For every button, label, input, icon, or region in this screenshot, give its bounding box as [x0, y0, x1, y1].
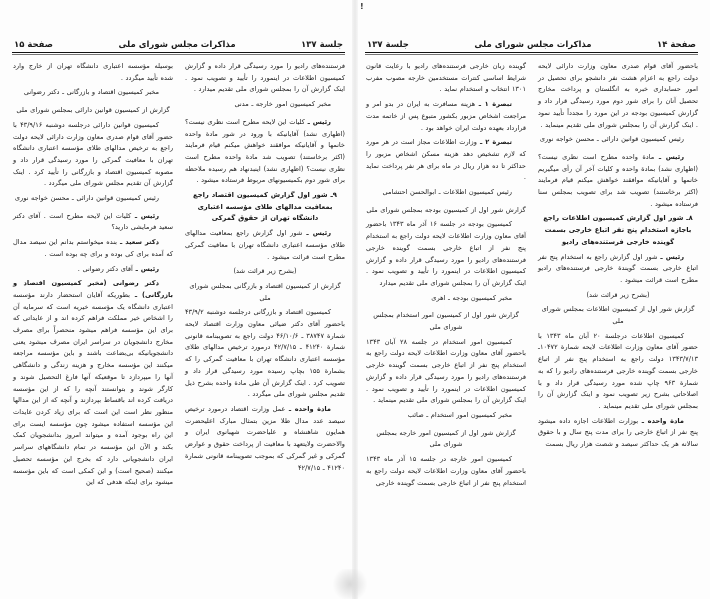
page-number: صفحة ۱۴ [657, 40, 696, 50]
column-left [13, 61, 173, 492]
page-right [355, 0, 710, 599]
report-paragraph: کمیسیون اطلاعات درجلسة ۲۰ آبان ماه ۱۳۴۳ با حضور آقای معاون وزارت اطلاعات لایحه شمارة ۱۰۴۷۲ـ ۱۳۴۳/۷/۱۳ دولت راجع به استخدام پنج نفر از اتباع خارجی بسمت گوینده خارجی فرستنده‌های رادیو را که به شمارة ۹۶۳ چاپ شده مورد رسیدگی قرار داد و با اصلاحاتی بشرح زیر تصویب نمود و اینک گزارش آن را بمجلس شورای ملی تقدیم مینماید . [538, 331, 698, 410]
paragraph-text: بوزارت اطلاعات اجازه داده میشود پنج نفر از اتباع خارجی را برای مدت پنج سال و با حقوق سالانه هر یک حداکثر سیصد و شصت هزار ریال بسمت [538, 416, 698, 449]
speech-paragraph [538, 252, 698, 287]
speaker-name: رئیس ـ [654, 152, 684, 161]
paragraph-text: وزارت اطلاعات مجاز است در هر مورد که لازم تشخیص دهد هزینه مسکن اشخاص مزبور را حداکثر تا ده هزار ریال در ماه برای هر نفر پرداخت نماید . [366, 138, 526, 182]
column-left [366, 61, 526, 492]
session-number: جلسة ۱۳۷ [301, 40, 343, 50]
centered-caption: گزارش شور اول از کمیسیون بودجه بمجلس شورای ملی [366, 205, 526, 214]
paragraph-text: مادة واحده مطرح است نظری نیست؟ (اظهاری نشد) بمادة واحده و کلیات آخر آن رأی میگیریم خانمها و آقایانیکه موافقند خواهش میکنم قیام فرمایند (اکثر برخاستند) تصویب شد برای تصویب بمجلس سنا فرستاده میشود . [538, 152, 698, 208]
signature-line: مخبر کمیسیون اقتصاد و بازرگانی ـ دکتر رضوانی [23, 88, 159, 97]
scan-smudge [330, 569, 370, 599]
speaker-name: رئیس ـ [657, 252, 684, 261]
text-columns [365, 61, 698, 492]
page-number: صفحة ۱۵ [14, 40, 53, 50]
paragraph-text: بطوریکه آقایان استحضار دارند مؤسسه اعتباری دانشگاه یک مؤسسه خیریه است که سرمایه آن را اشخاص خیر مملکت فراهم کرده اند و از عایداتی که برای این مؤسسه فراهم میشود منحصراً برای مصرف مخارج دانشجویان در سراسر ایران مصرف میشود یعنی دانشجویانیکه بی‌بضاعت باشند و باین مؤسسه مراجعه میکنند این مؤسسه مخارج و هزینه زندگی و دانشگاهی آنها را میپردازد تا موقعیکه آنها فارغ التحصیل شوند و کارگر شوند و بتوانستند آنچه را که از این مؤسسه دریافت کرده اند باقساط بپردازند و آنچه که از این مدالها منظور نظر است این است که برای زیاد کردن عایدات این مؤسسه استفاده میشود چون مؤسسه ایست برای این راه بوجود آمده و میتواند امروز بدانشجویان کمک بکند و الآن این مؤسسه در تمام دانشگاههای سراسر ایران دانشجویانی دارد که بخرج این مؤسسه تحصیل میکنند (صحیح است) و این کمکی است که باین مؤسسه میشود برای اینکه هدفی که این [13, 290, 173, 487]
header-rule [12, 54, 345, 55]
speaker-name: رئیس ـ [302, 229, 332, 238]
report-paragraph: کمیسیون امور خارجه در جلسه ۱۵ آذر ماه ۱۳۴۳ باحضور آقای معاون وزارت اطلاعات لایحه دولت راجع به استخدام پنج نفر از اتباع خارجی بسمت گوینده خارجی [366, 455, 526, 487]
report-paragraph: کمیسیون بودجه در جلسه ۱۶ آذر ماه ۱۳۴۳ باحضور آقای معاون وزارت اطلاعات لایحه دولت راجع به استخدام پنج نفر از اتباع خارجی بسمت گوینده خارجی فرستنده‌های رادیو را مورد رسیدگی قرار داده و گزارش کمیسیون اطلاعات در اینمورد را تأیید و تصویب نمود . اینک گزارش آن را بمجلس شورای ملی تقدیم میدارد [366, 220, 526, 287]
centered-caption: گزارش از کمیسیون اقتصاد و بازرگانی بمجلس شورای ملی [189, 281, 341, 302]
paragraph-text: آقای دکتر رضوانی . [77, 264, 133, 273]
paragraph-text: هزینه مسافرت به ایران در بدو امر و مراجعت اشخاص مزبور بکشور متبوع پس از خاتمه مدت قرارداد بعهده دولت ایران خواهد بود . [366, 100, 526, 132]
section-heading: ۹ـ شور اول گزارش کمیسیون اقتصاد راجع بمعافیت مدالهای طلای مؤسسه اعتباری دانشگاه تهران از حقوق گمرکی [193, 191, 337, 223]
signature-line: رئیس کمیسیون اطلاعات ـ ابوالحسن احتشامی [382, 188, 512, 197]
speech-paragraph [13, 278, 173, 489]
column-right [538, 61, 698, 492]
speaker-name: رئیس ـ [132, 264, 159, 273]
article-paragraph [366, 137, 526, 184]
signature-line: مخبر کمیسیون امور استخدام ـ صائب [407, 410, 512, 419]
speaker-name: رئیس ـ [304, 117, 331, 126]
signature-line: مخبر کمیسیون امور خارجه ـ مدنی [234, 100, 331, 109]
body-paragraph: فرستنده‌های رادیو را مورد رسیدگی قرار داده و گزارش کمیسیون اطلاعات در اینمورد را تأیید و تصویب نمود . اینک گزارش آن را بمجلس شورای ملی تقدیم میدارد . [185, 62, 345, 94]
article-label: مادة واحده ـ [638, 416, 684, 425]
header-rule [365, 54, 698, 55]
speaker-name: دکتر رضوانی (مخبر کمیسیون اقتصاد و بازرگانی) ـ [13, 279, 174, 299]
article-paragraph [366, 99, 526, 134]
speech-paragraph [185, 228, 345, 263]
paragraph-text: شور اول گزارش راجع به استخدام پنج نفر اتباع خارجی بسمت گویندة خارجی فرستنده‌های رادیو مطرح است قرائت میشود . [538, 252, 698, 284]
speech-paragraph [538, 152, 698, 211]
paragraph-text: بنده میخواستم بدانم این سیصد مدال که آمده برای کی بوده و برای چه بوده است . [13, 238, 173, 258]
article-paragraph [185, 404, 345, 474]
binding-gutter [352, 0, 358, 599]
stray-mark: ! [360, 2, 364, 11]
speech-paragraph [13, 264, 173, 276]
paragraph-text: شور اول گزارش راجع بمعافیت مدالهای طلای مؤسسه اعتباری دانشگاه تهران با معافیت گمرکی مطرح است قرائت میشود . [185, 229, 345, 261]
publication-title: مذاکرات مجلس شورای ملی [118, 40, 236, 50]
speaker-name: دکتر سعید ـ [117, 238, 159, 247]
section-heading: ۸ـ شور اول گزارش کمیسیون اطلاعات راجع باجازه استخدام پنج نفر اتباع خارجی بسمت گوینده خارجی فرستنده‌های رادیو [543, 214, 693, 246]
page-header [12, 38, 345, 53]
body-paragraph: باحضور آقای قوام صدری معاون وزارت دارائی لایحه دولت راجع به اعزام هشت نفر دانشجو برای تحصیل در امور حسابداری خبره به انگلستان و پرداخت مخارج تحصیل آنان را برای شور دوم مورد رسیدگی قرار داد و گزارش کمیسیون بودجه در این مورد را مجدداً تأیید نمود . اینک گزارش آن را بمجلس شورای ملی تقدیم مینماید . [538, 62, 698, 129]
article-label: مادة واحده ـ [285, 404, 331, 413]
column-right [185, 61, 345, 492]
report-paragraph: کمیسیون امور استخدام در جلسه ۲۸ آبان ۱۳۴۳ باحضور آقای معاون وزارت اطلاعات لایحه دولت راجع به استخدام پنج نفر از اتباع خارجی بسمت گوینده خارجی فرستنده‌های رادیو را مورد رسیدگی قرار داده و گزارش کمیسیون اطلاعات در اینمورد را تأیید و تصویب نمود . اینک گزارش آن را بمجلس شورای ملی تقدیم مینماید . [366, 337, 526, 405]
speech-paragraph [13, 211, 173, 234]
body-paragraph: گوینده زبان خارجی فرستنده‌های رادیو با رعایت قانون شرایط اساسی کنترات مستخدمین خارجه مصوب مفرب ۱۳۰۱ انتخاب و استخدام نماید . [366, 62, 526, 94]
page-header [365, 38, 698, 53]
article-label: تبصرة ۲ ـ [476, 138, 512, 147]
centered-caption: گزارش شور اول از کمیسیون اطلاعات بمجلس شورای ملی [541, 305, 695, 326]
session-number: جلسة ۱۳۷ [367, 40, 409, 50]
paragraph-text: کلیات این لایحه مطرح است . آقای دکتر سعید فرمایشی دارید؟ [13, 211, 173, 232]
paragraph-text: عمل وزارت اقتصاد درمورد ترخیص سیصد عدد مدال طلا مزین بتمثال مبارک اعلیحضرت همایون شاهنشاه و علیاحضرت شهبانوی ایران و والاحضرت ولایتعهد با معافیت از پرداخت حقوق و عوارض گمرکی و غیر گمرکی که بموجب تصویبنامه قانونی شمارة ۴۱۲۴۰ ـ ۴۲/۷/۱۵ [185, 404, 345, 472]
speech-paragraph [13, 237, 173, 260]
signature-line: مخبر کمیسیون بودجه ـ اهری [431, 293, 512, 302]
signature-line: رئیس کمیسیون قوانین دارائی ـ محسن خواجه نوری [14, 194, 159, 203]
signature-line: رئیس کمیسیون قوانین دارائی ـ محسن خواجه نوری [539, 135, 684, 144]
text-columns [12, 61, 345, 492]
body-paragraph: بوسیله مؤسسه اعتباری دانشگاه تهران از خارج وارد شده تأیید میگردد . [13, 62, 173, 82]
report-paragraph: کمیسیون اقتصاد و بازرگانی درجلسه دوشنبه ۴۳/۹/۲ باحضور آقای دکتر ضیائی معاون وزارت اقتصاد لایحه شمارة ۳۸۷۴۷ ـ ۴۶/۱۰/۶ دولت راجع به تصویبنامه قانونی شمارة ۴۱۲۴۰ ـ ۴۲/۷/۱۵ درمورد ترخیص مدالهای طلای مؤسسه اعتباری دانشگاه تهران با معافیت گمرکی را که بشمارة ۱۵۵ بچاپ رسیده مورد رسیدگی قرار داد و تصویب کرد . اینک گزارش آن طی مادة واحده بشرح ذیل تقدیم مجلس شورای ملی میگردد . [185, 308, 346, 399]
centered-caption: (بشرح زیر قرائت شد) [233, 267, 297, 276]
article-paragraph [538, 416, 698, 451]
publication-title: مذاکرات مجلس شورای ملی [474, 40, 592, 50]
centered-caption: گزارش شور اول از کمیسیون امور خارجه بمجلس شورای ملی [376, 428, 516, 449]
centered-caption: گزارش شور اول از کمیسیون امور استخدام بمجلس شورای ملی [373, 311, 519, 332]
centered-caption: گزارش از کمیسیون قوانین دارائی بمجلس شورای ملی [16, 106, 170, 115]
article-label: تبصرة ۱ ـ [475, 100, 512, 109]
centered-caption: (بشرح زیر قرائت شد) [586, 290, 650, 299]
speaker-name: رئیس ـ [131, 211, 159, 220]
speech-paragraph [185, 117, 345, 187]
report-paragraph: کمیسیون قوانین دارائی درجلسه دوشنبه ۴۳/۹/۱۶ با حضور آقای قوام صدری معاون وزارت دارائی لایحه دولت راجع به ترخیص مدالهای طلای مؤسسه اعتباری دانشگاه تهران با معافیت گمرکی را مورد رسیدگی قرار داد و مصوبه کمیسیون اقتصاد و بازرگانی را تأیید کرد . اینک گزارش آن تقدیم مجلس شورای ملی میگردد . [13, 120, 173, 188]
paragraph-text: کلیات این لایحه مطرح است نظری نیست؟ (اظهاری نشد) آقایانیکه با ورود در شور مادة واحده خانمها و آقایانیکه موافقند خواهش میکنم قیام فرمایند (اکثر برخاستند) تصویب شد مادة واحده مطرح است نظری نیست؟ (اظهاری نشد) اینبدنهاد هم رسیده ملاحظه برای شور دوم بکمیسیونهای مربوط فرستاده میشود . [185, 117, 345, 185]
